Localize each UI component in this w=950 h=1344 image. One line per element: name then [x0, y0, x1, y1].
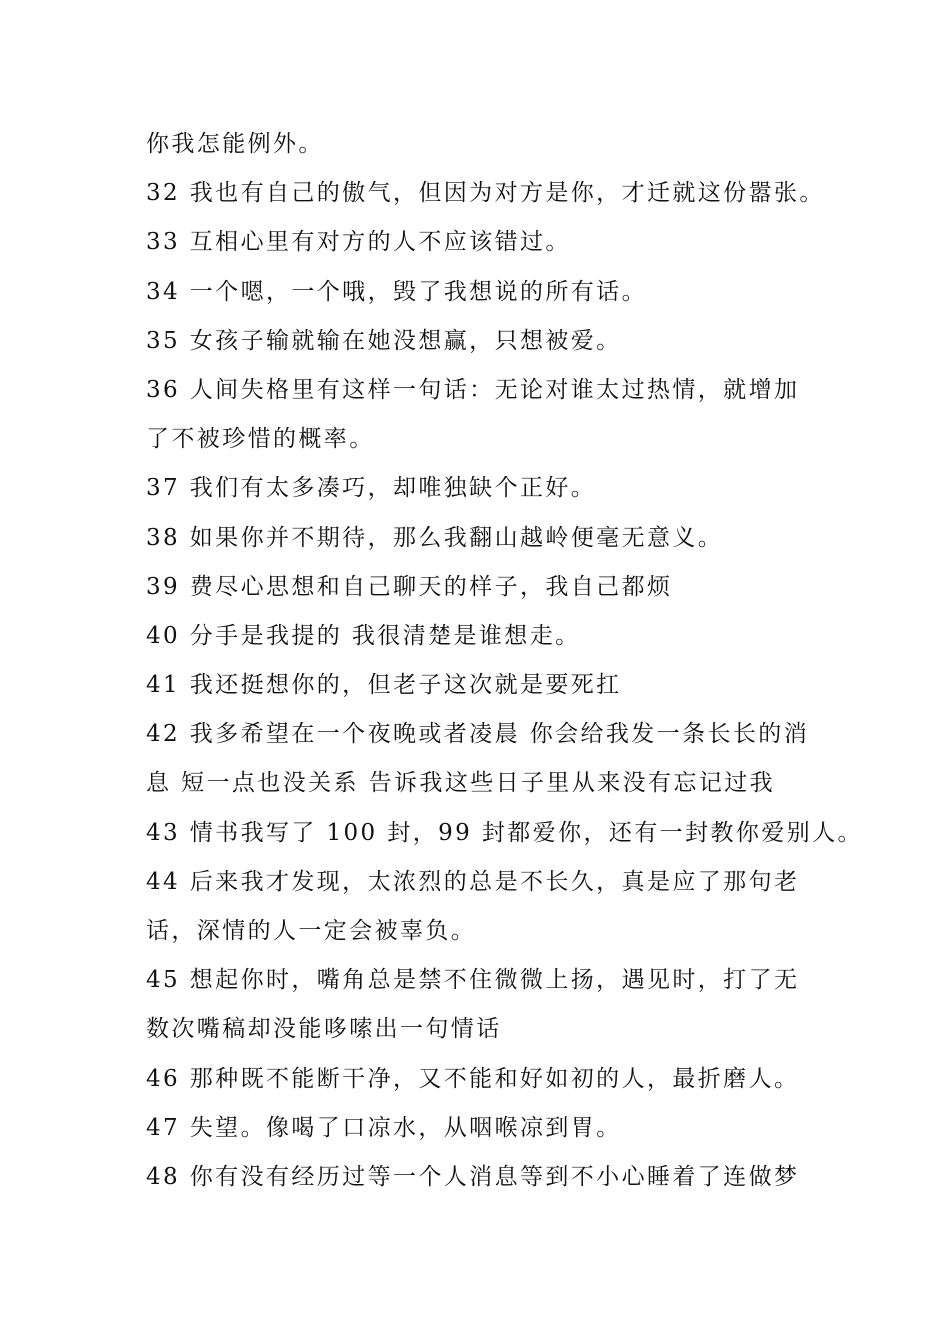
text-line: 35 女孩子输就输在她没想赢，只想被爱。 [146, 327, 622, 354]
text-line: 44 后来我才发现，太浓烈的总是不长久，真是应了那句老 [146, 868, 800, 895]
text-line: 38 如果你并不期待，那么我翻山越岭便毫无意义。 [146, 524, 724, 551]
text-line: 40 分手是我提的 我很清楚是谁想走。 [146, 622, 581, 649]
text-line: 37 我们有太多凑巧，却唯独缺个正好。 [146, 475, 597, 502]
text-line: 36 人间失格里有这样一句话：无论对谁太过热情，就增加 [146, 376, 800, 403]
text-line: 48 你有没有经历过等一个人消息等到不小心睡着了连做梦 [146, 1163, 800, 1190]
text-line: 33 互相心里有对方的人不应该错过。 [146, 229, 571, 256]
text-line: 46 那种既不能断干净，又不能和好如初的人，最折磨人。 [146, 1065, 800, 1092]
text-line: 34 一个嗯，一个哦，毁了我想说的所有话。 [146, 278, 647, 305]
text-line: 47 失望。像喝了口凉水，从咽喉凉到胃。 [146, 1114, 622, 1141]
text-line: 息 短一点也没关系 告诉我这些日子里从来没有忘记过我 [146, 770, 776, 797]
text-line: 话，深情的人一定会被辜负。 [146, 918, 477, 944]
text-line: 45 想起你时，嘴角总是禁不住微微上扬，遇见时，打了无 [146, 967, 800, 994]
text-line: 了不被珍惜的概率。 [146, 426, 375, 453]
text-line: 41 我还挺想你的，但老子这次就是要死扛 [146, 672, 622, 699]
document-body [146, 120, 863, 1202]
text-line: 39 费尽心思想和自己聊天的样子，我自己都烦 [146, 573, 673, 600]
text-line: 32 我也有自己的傲气，但因为对方是你，才迁就这份嚣张。 [146, 180, 825, 207]
text-line: 42 我多希望在一个夜晚或者凌晨 你会给我发一条长长的消 [146, 721, 810, 748]
text-line: 43 情书我写了 100 封，99 封都爱你，还有一封教你爱别人。 [146, 819, 863, 846]
text-line: 数次嘴稿却没能哆嗦出一句情话 [146, 1016, 502, 1043]
text-line: 你我怎能例外。 [146, 131, 324, 157]
